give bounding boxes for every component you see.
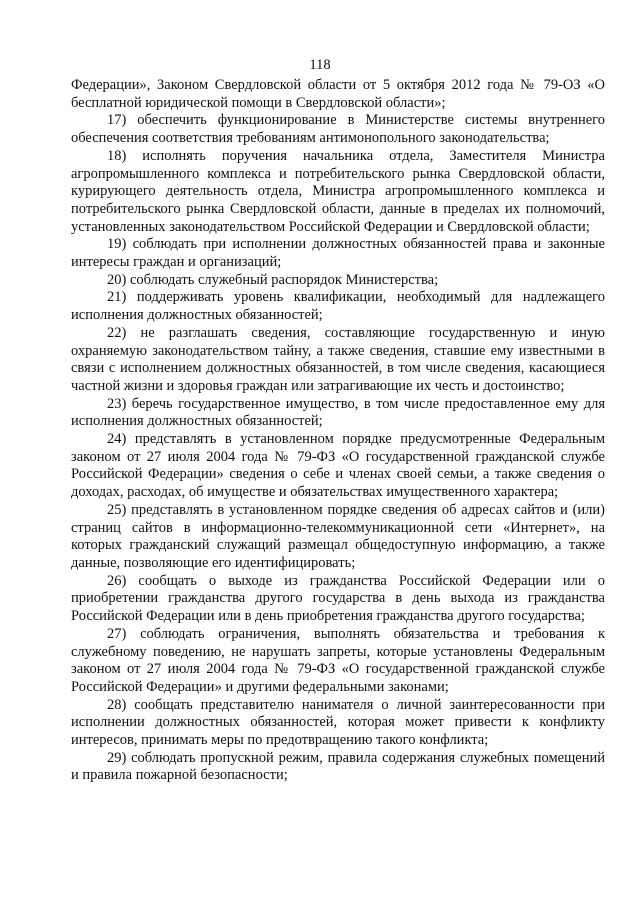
paragraph-item-18: 18) исполнять поручения начальника отдела, Заместителя Министра агропромышленного комплекса и потребительского рынка Свердловской области, курирующего деятельность отдела, Министра агропромышленного комплекса и потребительского рынка Свердловской области, данные в пределах их полномочий, установленных законодательством Российской Федерации и Свердловской области; [71,147,605,235]
paragraph-item-24: 24) представлять в установленном порядке предусмотренные Федеральным законом от 27 июля 2004 года № 79-ФЗ «О государственной гражданской службе Российской Федерации» сведения о себе и членах своей семьи, а также сведения о доходах, расходах, об имуществе и обязательствах имущественного характера; [71,431,605,501]
page-number: 118 [309,57,331,73]
paragraph-item-27: 27) соблюдать ограничения, выполнять обязательства и требования к служебному поведению, не нарушать запреты, которые установлены Федеральным законом от 27 июля 2004 года № 79-ФЗ «О государственной гражданской службе Российской Федерации» и другими федеральными законами; [71,625,605,695]
paragraph-item-28: 28) сообщать представителю нанимателя о личной заинтересованности при исполнении должностных обязанностей, которая может привести к конфликту интересов, принимать меры по предотвращению такого конфликта; [71,696,605,749]
paragraph-item-19: 19) соблюдать при исполнении должностных обязанностей права и законные интересы граждан и организаций; [71,236,605,271]
paragraph-item-25: 25) представлять в установленном порядке сведения об адресах сайтов и (или) страниц сайтов в информационно-телекоммуникационной сети «Интернет», на которых гражданский служащий размещал общедоступную информацию, а также данные, позволяющие его идентифицировать; [71,501,605,571]
paragraph-item-17: 17) обеспечить функционирование в Министерстве системы внутреннего обеспечения соответствия требованиям антимонопольного законодательства; [71,112,605,147]
paragraph-item-29: 29) соблюдать пропускной режим, правила содержания служебных помещений и правила пожарной безопасности; [71,749,605,784]
paragraph-item-26: 26) сообщать о выходе из гражданства Российской Федерации или о приобретении гражданства другого государства в день выхода из гражданства Российской Федерации или в день приобретения гражданства другого государства; [71,572,605,625]
paragraph-item-21: 21) поддерживать уровень квалификации, необходимый для надлежащего исполнения должностных обязанностей; [71,289,605,324]
paragraph: Федерации», Законом Свердловской области от 5 октября 2012 года № 79-ОЗ «О бесплатной юридической помощи в Свердловской области»; [71,77,605,111]
paragraph-item-20: 20) соблюдать служебный распорядок Министерства; [107,271,439,288]
document-body [71,77,605,785]
paragraph-item-22: 22) не разглашать сведения, составляющие государственную и иную охраняемую законодательством тайну, а также сведения, ставшие ему известными в связи с исполнением должностных обязанностей, в том числе сведения, касающиеся частной жизни и здоровья граждан или затрагивающие их честь и достоинство; [71,324,605,394]
paragraph-item-23: 23) беречь государственное имущество, в том числе предоставленное ему для исполнения должностных обязанностей; [71,395,605,430]
